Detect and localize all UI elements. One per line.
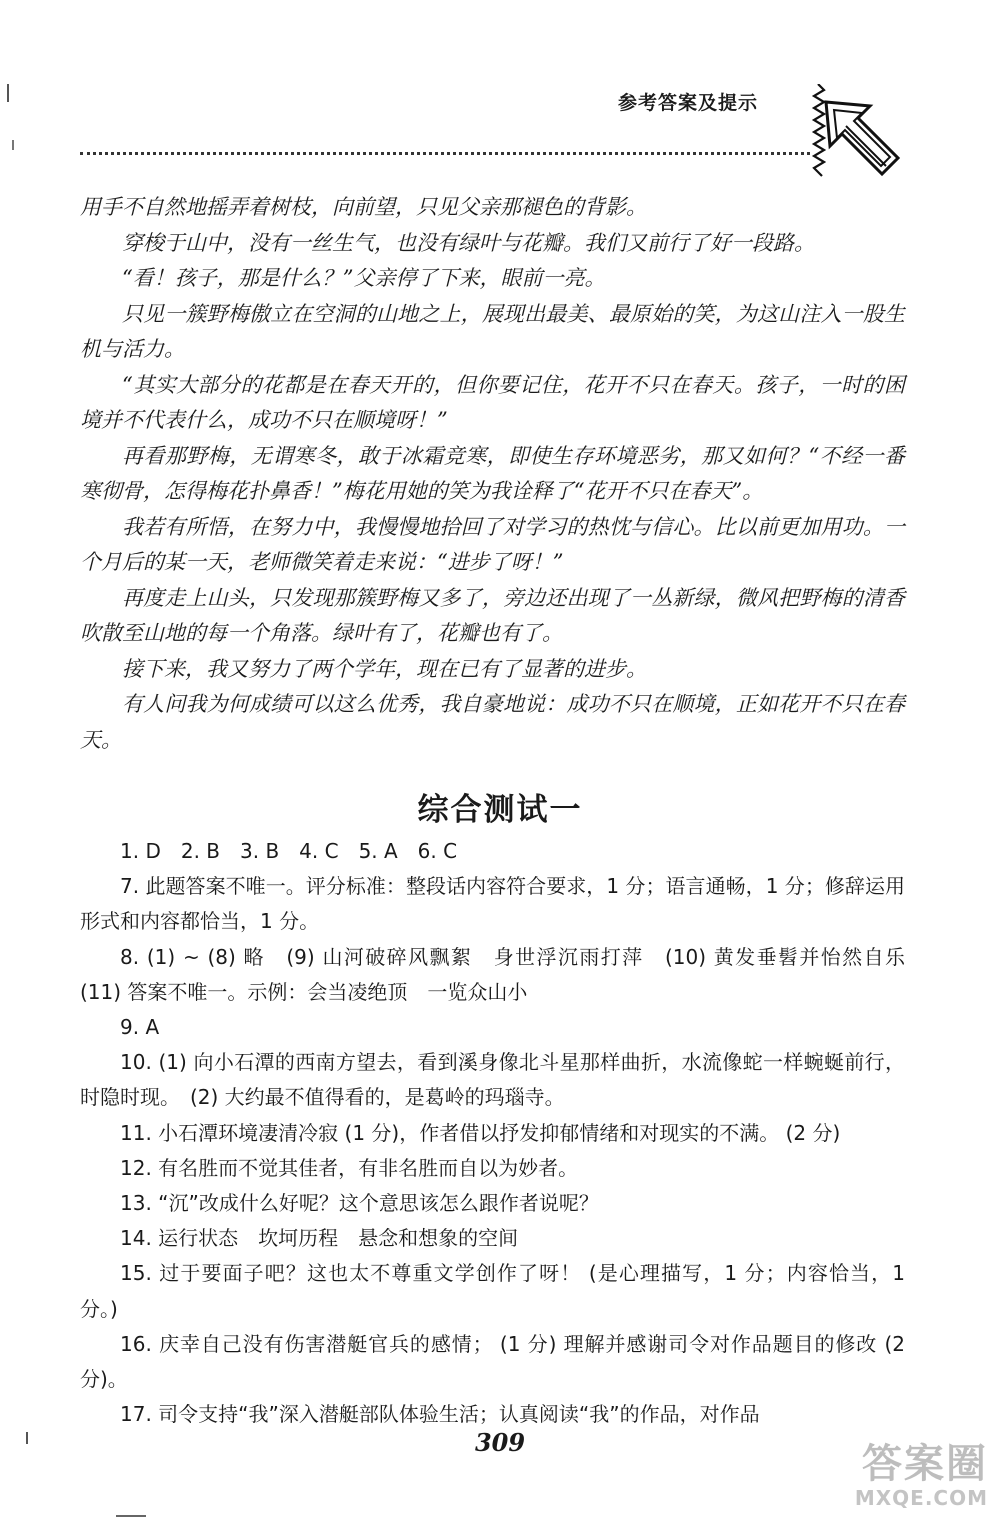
answer-item: 10. (1) 向小石潭的西南方望去，看到溪身像北斗星那样曲折，水流像蛇一样蜿蜒前行，时隐时现。 (2) 大约最不值得看的，是葛岭的玛瑙寺。	[80, 1050, 905, 1110]
page-number: 309	[474, 1428, 526, 1457]
answer-item: 13. “沉”改成什么好呢？这个意思该怎么跟作者说呢？	[120, 1191, 599, 1216]
answer-item: 14. 运行状态 坎坷历程 悬念和想象的空间	[120, 1226, 519, 1251]
answer-item: 12. 有名胜而不觉其佳者，有非名胜而自以为妙者。	[120, 1155, 579, 1180]
answer-item: 8. (1) ~ (8) 略 (9) 山河破碎风飘絮 身世浮沉雨打萍 (10) 黄发垂髫并怡然自乐 (11) 答案不唯一。示例：会当凌绝顶 一览众山小	[80, 944, 925, 1004]
essay-paragraph: 再看那野梅，无谓寒冬，敢于冰霜竞寒，即使生存环境恶劣，那又如何？“不经一番寒彻骨，怎得梅花扑鼻香！”梅花用她的笑为我诠释了“花开不只在春天”。	[80, 443, 905, 503]
essay-paragraph: “其实大部分的花都是在春天开的，但你要记住，花开不只在春天。孩子，一时的困境并不代表什么，成功不只在顺境呀！”	[80, 372, 905, 432]
watermark-glyphs: 答案圈	[862, 1441, 988, 1487]
essay-paragraph: 只见一簇野梅傲立在空洞的山地之上，展现出最美、最原始的笑，为这山注入一股生机与活力。	[80, 301, 905, 361]
scan-mark	[12, 140, 14, 150]
answer-item: 1. D 2. B 3. B 4. C 5. A 6. C	[120, 839, 458, 863]
answer-item: 11. 小石潭环境凄清冷寂 (1 分)，作者借以抒发抑郁情绪和对现实的不满。 (2 分)	[120, 1120, 841, 1145]
header-dotted-rule	[80, 152, 810, 155]
essay-paragraph: 接下来，我又努力了两个学年，现在已有了显著的进步。	[122, 656, 647, 681]
essay-paragraph: 穿梭于山中，没有一丝生气，也没有绿叶与花瓣。我们又前行了好一段路。	[122, 230, 815, 255]
answer-item: 7. 此题答案不唯一。评分标准：整段话内容符合要求，1 分；语言通畅，1 分；修辞运用形式和内容都恰当，1 分。	[80, 874, 905, 934]
essay-paragraph: 用手不自然地摇弄着树枝，向前望，只见父亲那褪色的背影。	[80, 195, 647, 219]
scan-mark	[26, 1432, 28, 1444]
answer-item: 16. 庆幸自己没有伤害潜艇官兵的感情； (1 分) 理解并感谢司令对作品题目的修改 (2 分)。	[80, 1331, 905, 1392]
answer-item: 9. A	[120, 1015, 160, 1040]
essay-text	[80, 190, 905, 758]
answer-item: 15. 过于要面子吧？这也太不尊重文学创作了呀！ (是心理描写，1 分；内容恰当，1 分。)	[80, 1261, 905, 1321]
essay-paragraph: 有人问我为何成绩可以这么优秀，我自豪地说：成功不只在顺境，正如花开不只在春天。	[80, 692, 905, 752]
scan-mark	[116, 1515, 146, 1517]
watermark-url: MXQE.COM	[854, 1486, 988, 1510]
running-header-title: 参考答案及提示	[618, 92, 759, 114]
essay-paragraph: 再度走上山头，只发现那簇野梅又多了，旁边还出现了一丛新绿，微风把野梅的清香吹散至山地的每一个角落。绿叶有了，花瓣也有了。	[80, 585, 905, 645]
watermark-logo	[718, 1430, 988, 1510]
essay-paragraph: 我若有所悟，在努力中，我慢慢地拾回了对学习的热忱与信心。比以前更加用功。一个月后的某一天，老师微笑着走来说：“进步了呀！”	[80, 514, 905, 574]
arrow-icon	[820, 96, 902, 178]
section-title: 综合测试一	[417, 792, 583, 828]
answer-list	[80, 834, 925, 1432]
answer-item: 17. 司令支持“我”深入潜艇部队体验生活；认真阅读“我”的作品，对作品	[120, 1402, 760, 1427]
essay-paragraph: “看！孩子，那是什么？”父亲停了下来，眼前一亮。	[122, 266, 606, 290]
scan-mark	[7, 84, 9, 102]
